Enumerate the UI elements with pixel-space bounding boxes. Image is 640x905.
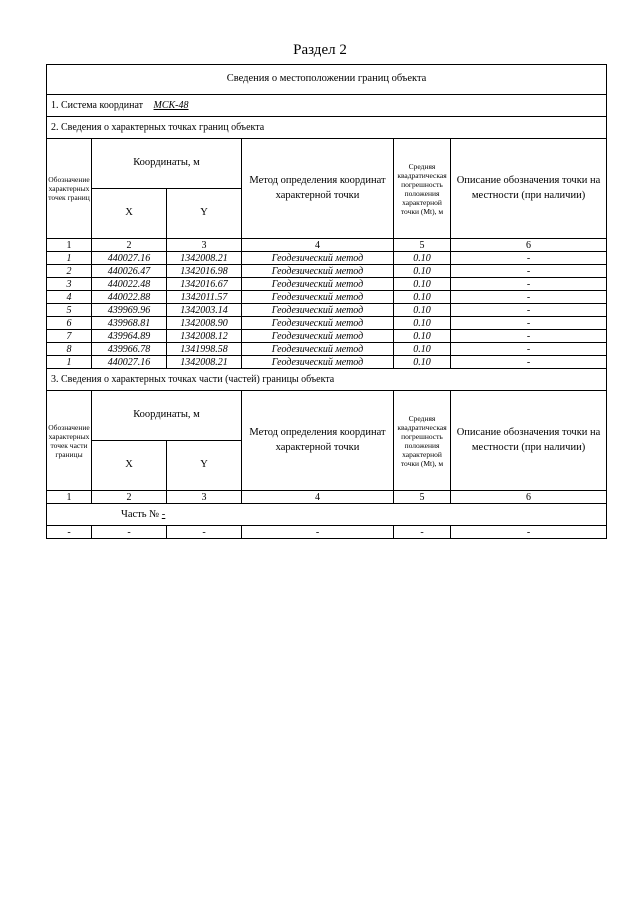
table-cell: Геодезический метод (242, 278, 394, 291)
table-cell: Геодезический метод (242, 317, 394, 330)
table-row (47, 526, 607, 539)
column-numbers-row (47, 239, 607, 252)
table-cell: 440022.88 (92, 291, 167, 304)
header-method: Метод определения координат характерной точки (242, 139, 394, 239)
table-cell: 0.10 (394, 356, 451, 369)
column-number: 3 (167, 491, 242, 504)
table-cell: - (451, 265, 607, 278)
table-cell: 440026.47 (92, 265, 167, 278)
table-cell: 0.10 (394, 304, 451, 317)
part-number-label: Часть № (121, 508, 160, 520)
column-number: 2 (92, 239, 167, 252)
table-cell: 1 (47, 252, 92, 265)
part-number-value: - (161, 508, 166, 520)
table-cell: 439966.78 (92, 343, 167, 356)
section-title: Сведения о местоположении границ объекта (47, 65, 607, 95)
table-cell: 439968.81 (92, 317, 167, 330)
table-cell: 0.10 (394, 252, 451, 265)
table-cell: 1341998.58 (167, 343, 242, 356)
table-cell: - (451, 291, 607, 304)
table-cell: Геодезический метод (242, 356, 394, 369)
table-row (47, 343, 607, 356)
table-row (47, 278, 607, 291)
table-cell: 1342016.98 (167, 265, 242, 278)
table-cell: 439969.96 (92, 304, 167, 317)
column-number: 1 (47, 491, 92, 504)
table-cell: 0.10 (394, 330, 451, 343)
table-cell: 0.10 (394, 291, 451, 304)
table-row (47, 304, 607, 317)
table-cell: 1342011.57 (167, 291, 242, 304)
part-number-row (47, 504, 607, 526)
table-row (47, 317, 607, 330)
header-coordinates: Координаты, м (92, 391, 242, 441)
table-row (47, 252, 607, 265)
table-cell: Геодезический метод (242, 291, 394, 304)
column-number: 5 (394, 239, 451, 252)
table-cell: - (47, 526, 92, 539)
table-cell: 1342008.90 (167, 317, 242, 330)
table-cell: - (451, 356, 607, 369)
table-row (47, 291, 607, 304)
table-cell: 0.10 (394, 343, 451, 356)
header-x: X (92, 441, 167, 491)
table-cell: 1342016.67 (167, 278, 242, 291)
coord-system-label: 1. Система координат (51, 100, 144, 111)
section3-title: 3. Сведения о характерных точках части (частей) границы объекта (47, 369, 607, 391)
table-cell: 1342008.21 (167, 252, 242, 265)
table-cell: 439964.89 (92, 330, 167, 343)
table-cell: 3 (47, 278, 92, 291)
column-number: 3 (167, 239, 242, 252)
header-method: Метод определения координат характерной точки (242, 391, 394, 491)
table-cell: Геодезический метод (242, 252, 394, 265)
column-number: 5 (394, 491, 451, 504)
table-cell: - (451, 252, 607, 265)
table-row (47, 356, 607, 369)
table-cell: - (451, 304, 607, 317)
table-cell: Геодезический метод (242, 343, 394, 356)
header-description: Описание обозначения точки на местности (при наличии) (451, 139, 607, 239)
boundary-points-table (46, 64, 607, 539)
table-cell: - (451, 330, 607, 343)
column-number: 6 (451, 239, 607, 252)
table-cell: - (242, 526, 394, 539)
coord-system-value: МСК-48 (153, 100, 189, 111)
table-cell: - (167, 526, 242, 539)
column-number: 1 (47, 239, 92, 252)
table-cell: 440027.16 (92, 356, 167, 369)
table-cell: 1342008.21 (167, 356, 242, 369)
table-cell: Геодезический метод (242, 330, 394, 343)
table-cell: - (92, 526, 167, 539)
header-y: Y (167, 441, 242, 491)
table-cell: 1342008.12 (167, 330, 242, 343)
table-cell: - (451, 526, 607, 539)
table-cell: 7 (47, 330, 92, 343)
column-number: 4 (242, 239, 394, 252)
table-cell: 8 (47, 343, 92, 356)
header-x: X (92, 189, 167, 239)
table-cell: Геодезический метод (242, 304, 394, 317)
table-cell: - (394, 526, 451, 539)
header-designation: Обозначение характерных точек части границы (47, 391, 92, 491)
coord-system-row (47, 95, 607, 117)
page-title: Раздел 2 (293, 42, 347, 58)
table-cell: 440022.48 (92, 278, 167, 291)
table-cell: 0.10 (394, 265, 451, 278)
column-number: 6 (451, 491, 607, 504)
table-cell: 0.10 (394, 317, 451, 330)
table-cell: 440027.16 (92, 252, 167, 265)
table-cell: - (451, 317, 607, 330)
section2-title: 2. Сведения о характерных точках границ объекта (47, 117, 607, 139)
table-cell: 5 (47, 304, 92, 317)
header-description: Описание обозначения точки на местности (при наличии) (451, 391, 607, 491)
column-number: 2 (92, 491, 167, 504)
table-cell: 4 (47, 291, 92, 304)
header-y: Y (167, 189, 242, 239)
table-cell: 2 (47, 265, 92, 278)
column-number: 4 (242, 491, 394, 504)
header-error: Средняя квадратическая погрешность положения характерной точки (Mt), м (394, 391, 451, 491)
column-numbers-row (47, 491, 607, 504)
table-cell: - (451, 278, 607, 291)
header-error: Средняя квадратическая погрешность положения характерной точки (Mt), м (394, 139, 451, 239)
table-row (47, 265, 607, 278)
table-cell: 1342003.14 (167, 304, 242, 317)
table-cell: 6 (47, 317, 92, 330)
header-coordinates: Координаты, м (92, 139, 242, 189)
header-designation: Обозначение характерных точек границ (47, 139, 92, 239)
table-cell: - (451, 343, 607, 356)
table-cell: Геодезический метод (242, 265, 394, 278)
table-row (47, 330, 607, 343)
table-cell: 0.10 (394, 278, 451, 291)
table-cell: 1 (47, 356, 92, 369)
